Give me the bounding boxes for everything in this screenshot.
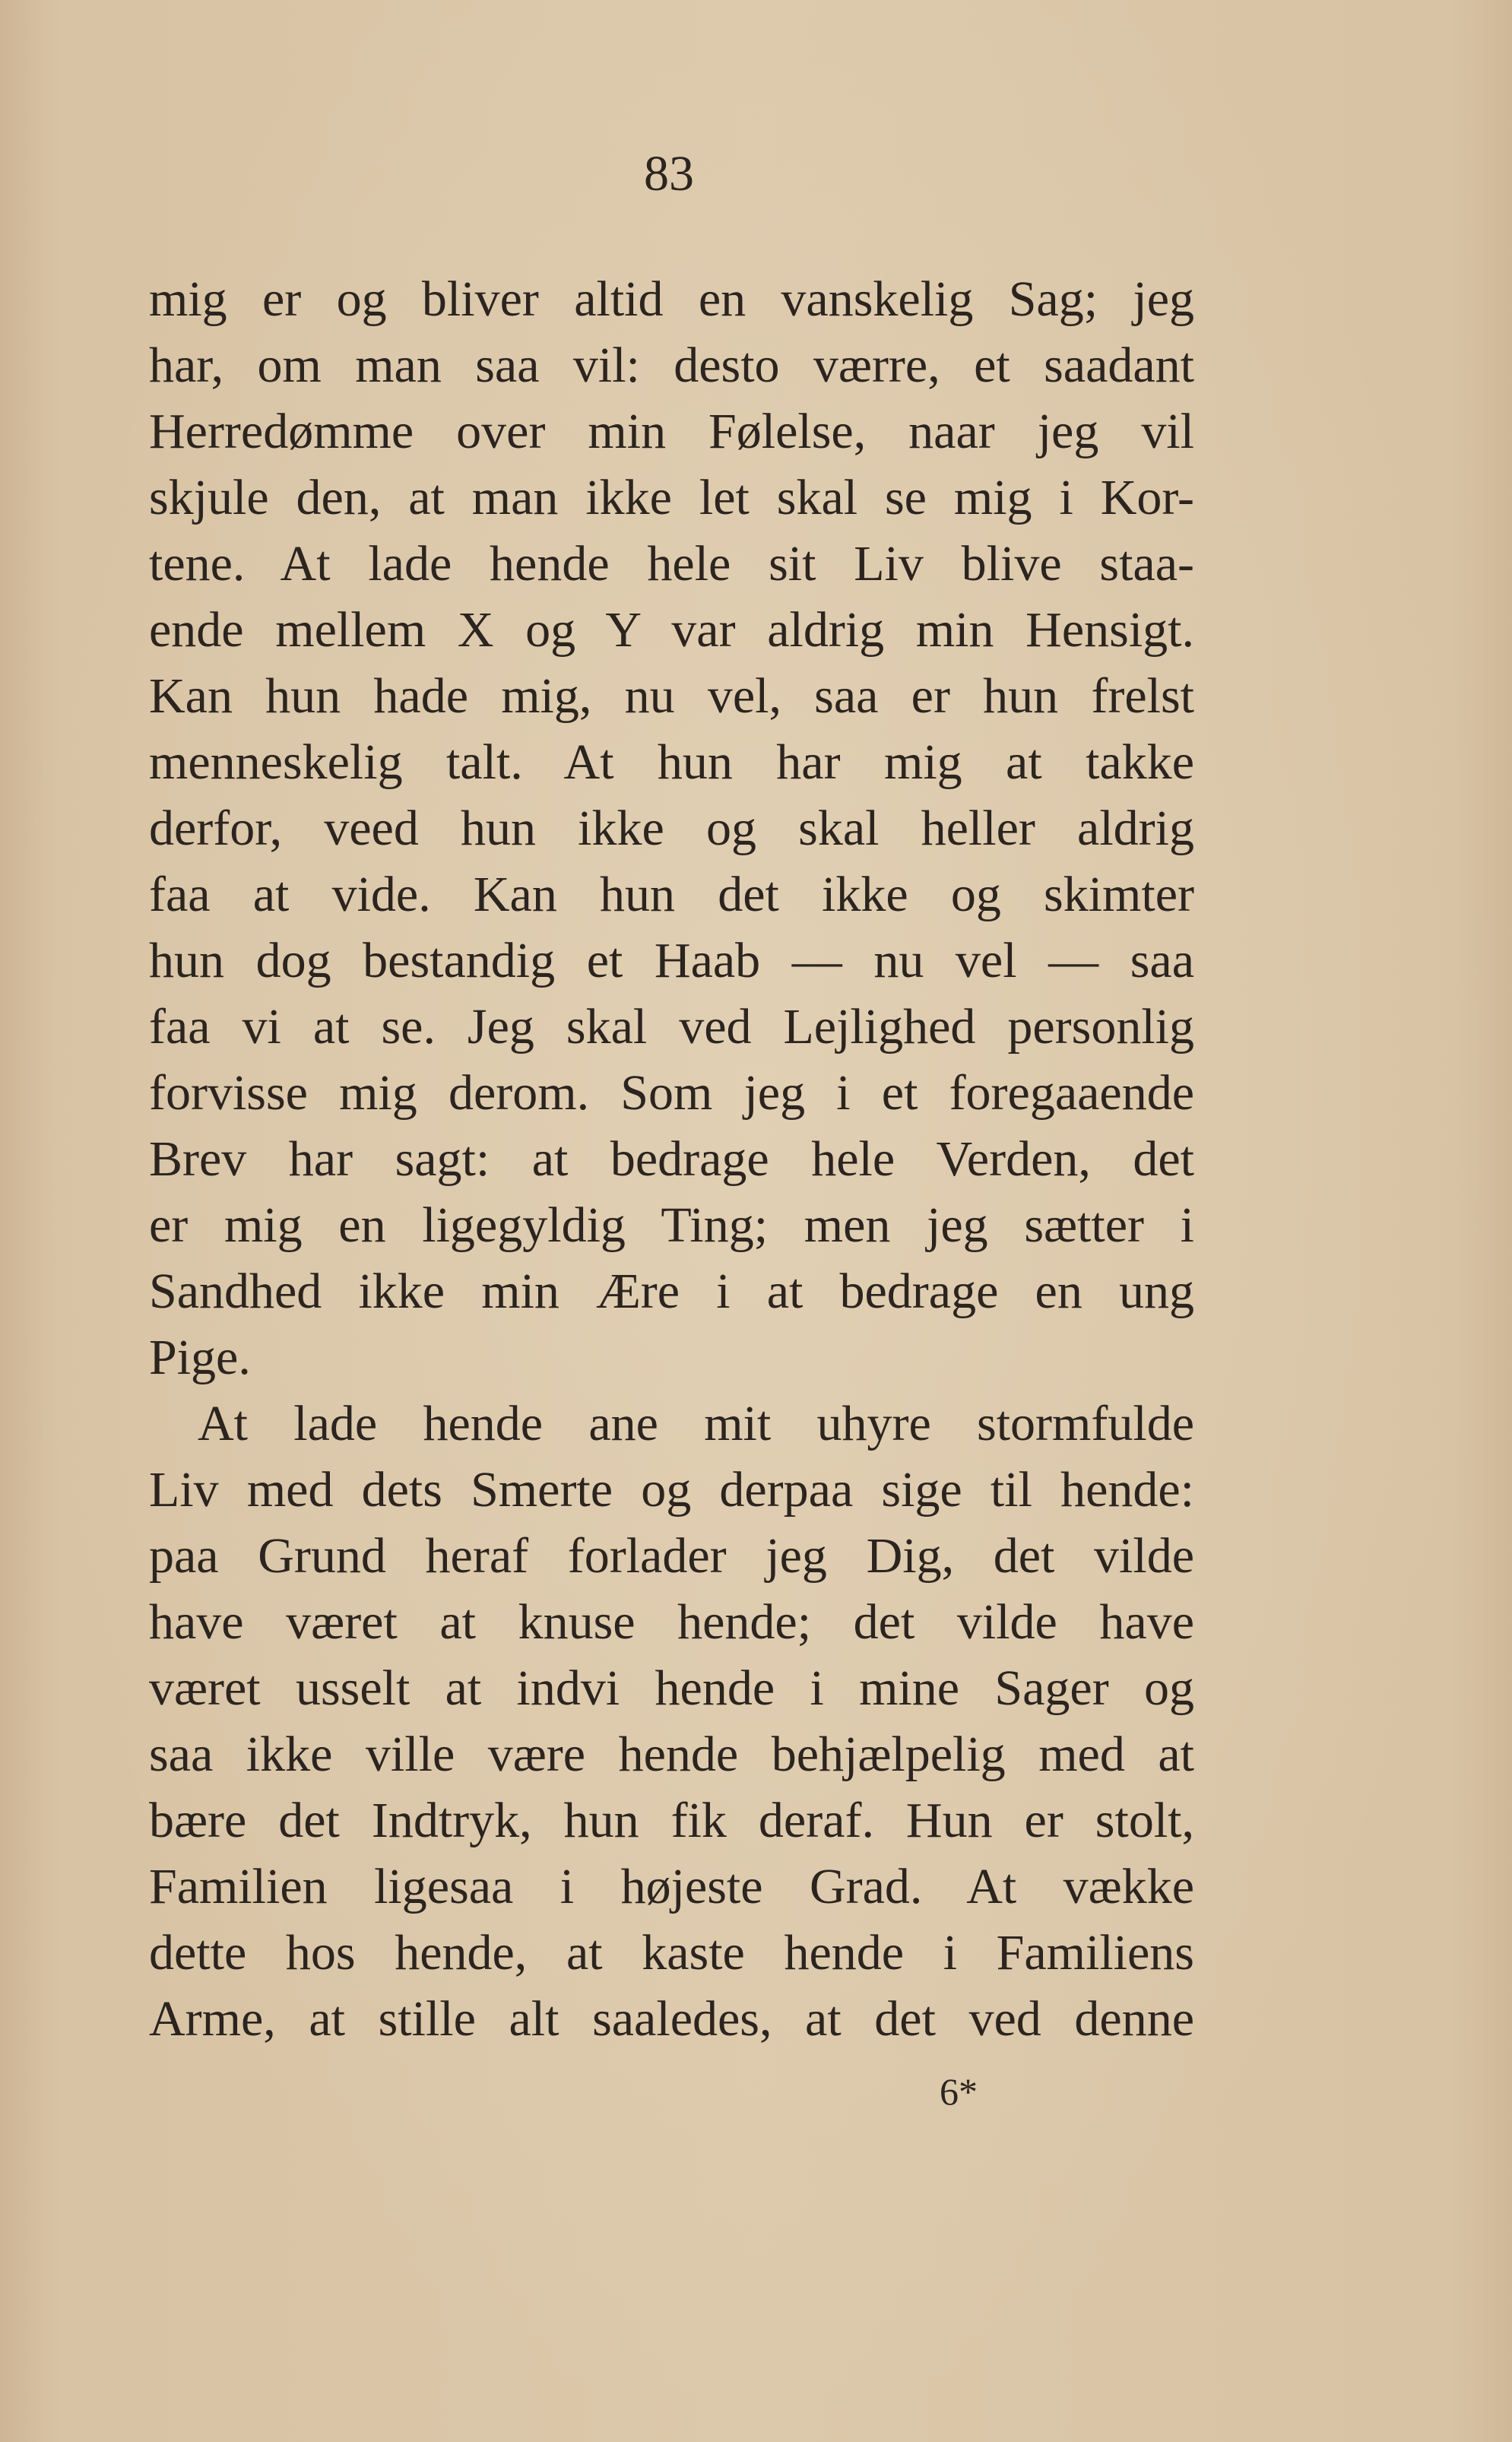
- text-line: været usselt at indvi hende i mine Sager og: [149, 1660, 1194, 1716]
- text-line: saa ikke ville være hende behjælpelig med at: [149, 1727, 1194, 1782]
- text-line: mig er og bliver altid en vanskelig Sag; jeg: [149, 271, 1194, 327]
- text-line: Brev har sagt: at bedrage hele Verden, det: [149, 1131, 1194, 1187]
- text-line: er mig en ligegyldig Ting; men jeg sætter i: [149, 1197, 1194, 1253]
- text-line: Arme, at stille alt saaledes, at det ved denne: [149, 1991, 1194, 2047]
- text-line: Kan hun hade mig, nu vel, saa er hun frelst: [149, 668, 1194, 724]
- page-number: 83: [644, 146, 694, 201]
- text-line: faa at vide. Kan hun det ikke og skimter: [149, 867, 1194, 922]
- text-line: faa vi at se. Jeg skal ved Lejlighed personlig: [149, 999, 1194, 1054]
- paragraph-end-line: Pige.: [149, 1330, 251, 1385]
- text-line: skjule den, at man ikke let skal se mig i Kor-: [149, 470, 1194, 525]
- text-line: ende mellem X og Y var aldrig min Hensigt.: [149, 602, 1194, 658]
- text-line: have været at knuse hende; det vilde have: [149, 1594, 1194, 1650]
- text-line: har, om man saa vil: desto værre, et saadant: [149, 338, 1194, 393]
- text-line: Familien ligesaa i højeste Grad. At vække: [149, 1859, 1194, 1914]
- text-line: dette hos hende, at kaste hende i Familiens: [149, 1925, 1194, 1981]
- text-line: forvisse mig derom. Som jeg i et foregaaende: [149, 1065, 1194, 1121]
- text-line: menneskelig talt. At hun har mig at takke: [149, 734, 1194, 790]
- text-line: derfor, veed hun ikke og skal heller aldrig: [149, 801, 1194, 856]
- text-line: hun dog bestandig et Haab — nu vel — saa: [149, 933, 1194, 988]
- paragraph-first-line: At lade hende ane mit uhyre stormfulde: [198, 1396, 1194, 1451]
- text-line: bære det Indtryk, hun fik deraf. Hun er stolt,: [149, 1793, 1194, 1848]
- text-line: Sandhed ikke min Ære i at bedrage en ung: [149, 1264, 1194, 1319]
- body-text: [149, 266, 1194, 2052]
- printer-signature-mark: 6*: [940, 2070, 978, 2113]
- text-line: paa Grund heraf forlader jeg Dig, det vilde: [149, 1528, 1194, 1584]
- text-line: Liv med dets Smerte og derpaa sige til hende:: [149, 1462, 1194, 1518]
- text-line: tene. At lade hende hele sit Liv blive staa-: [149, 536, 1194, 591]
- text-line: Herredømme over min Følelse, naar jeg vil: [149, 404, 1194, 459]
